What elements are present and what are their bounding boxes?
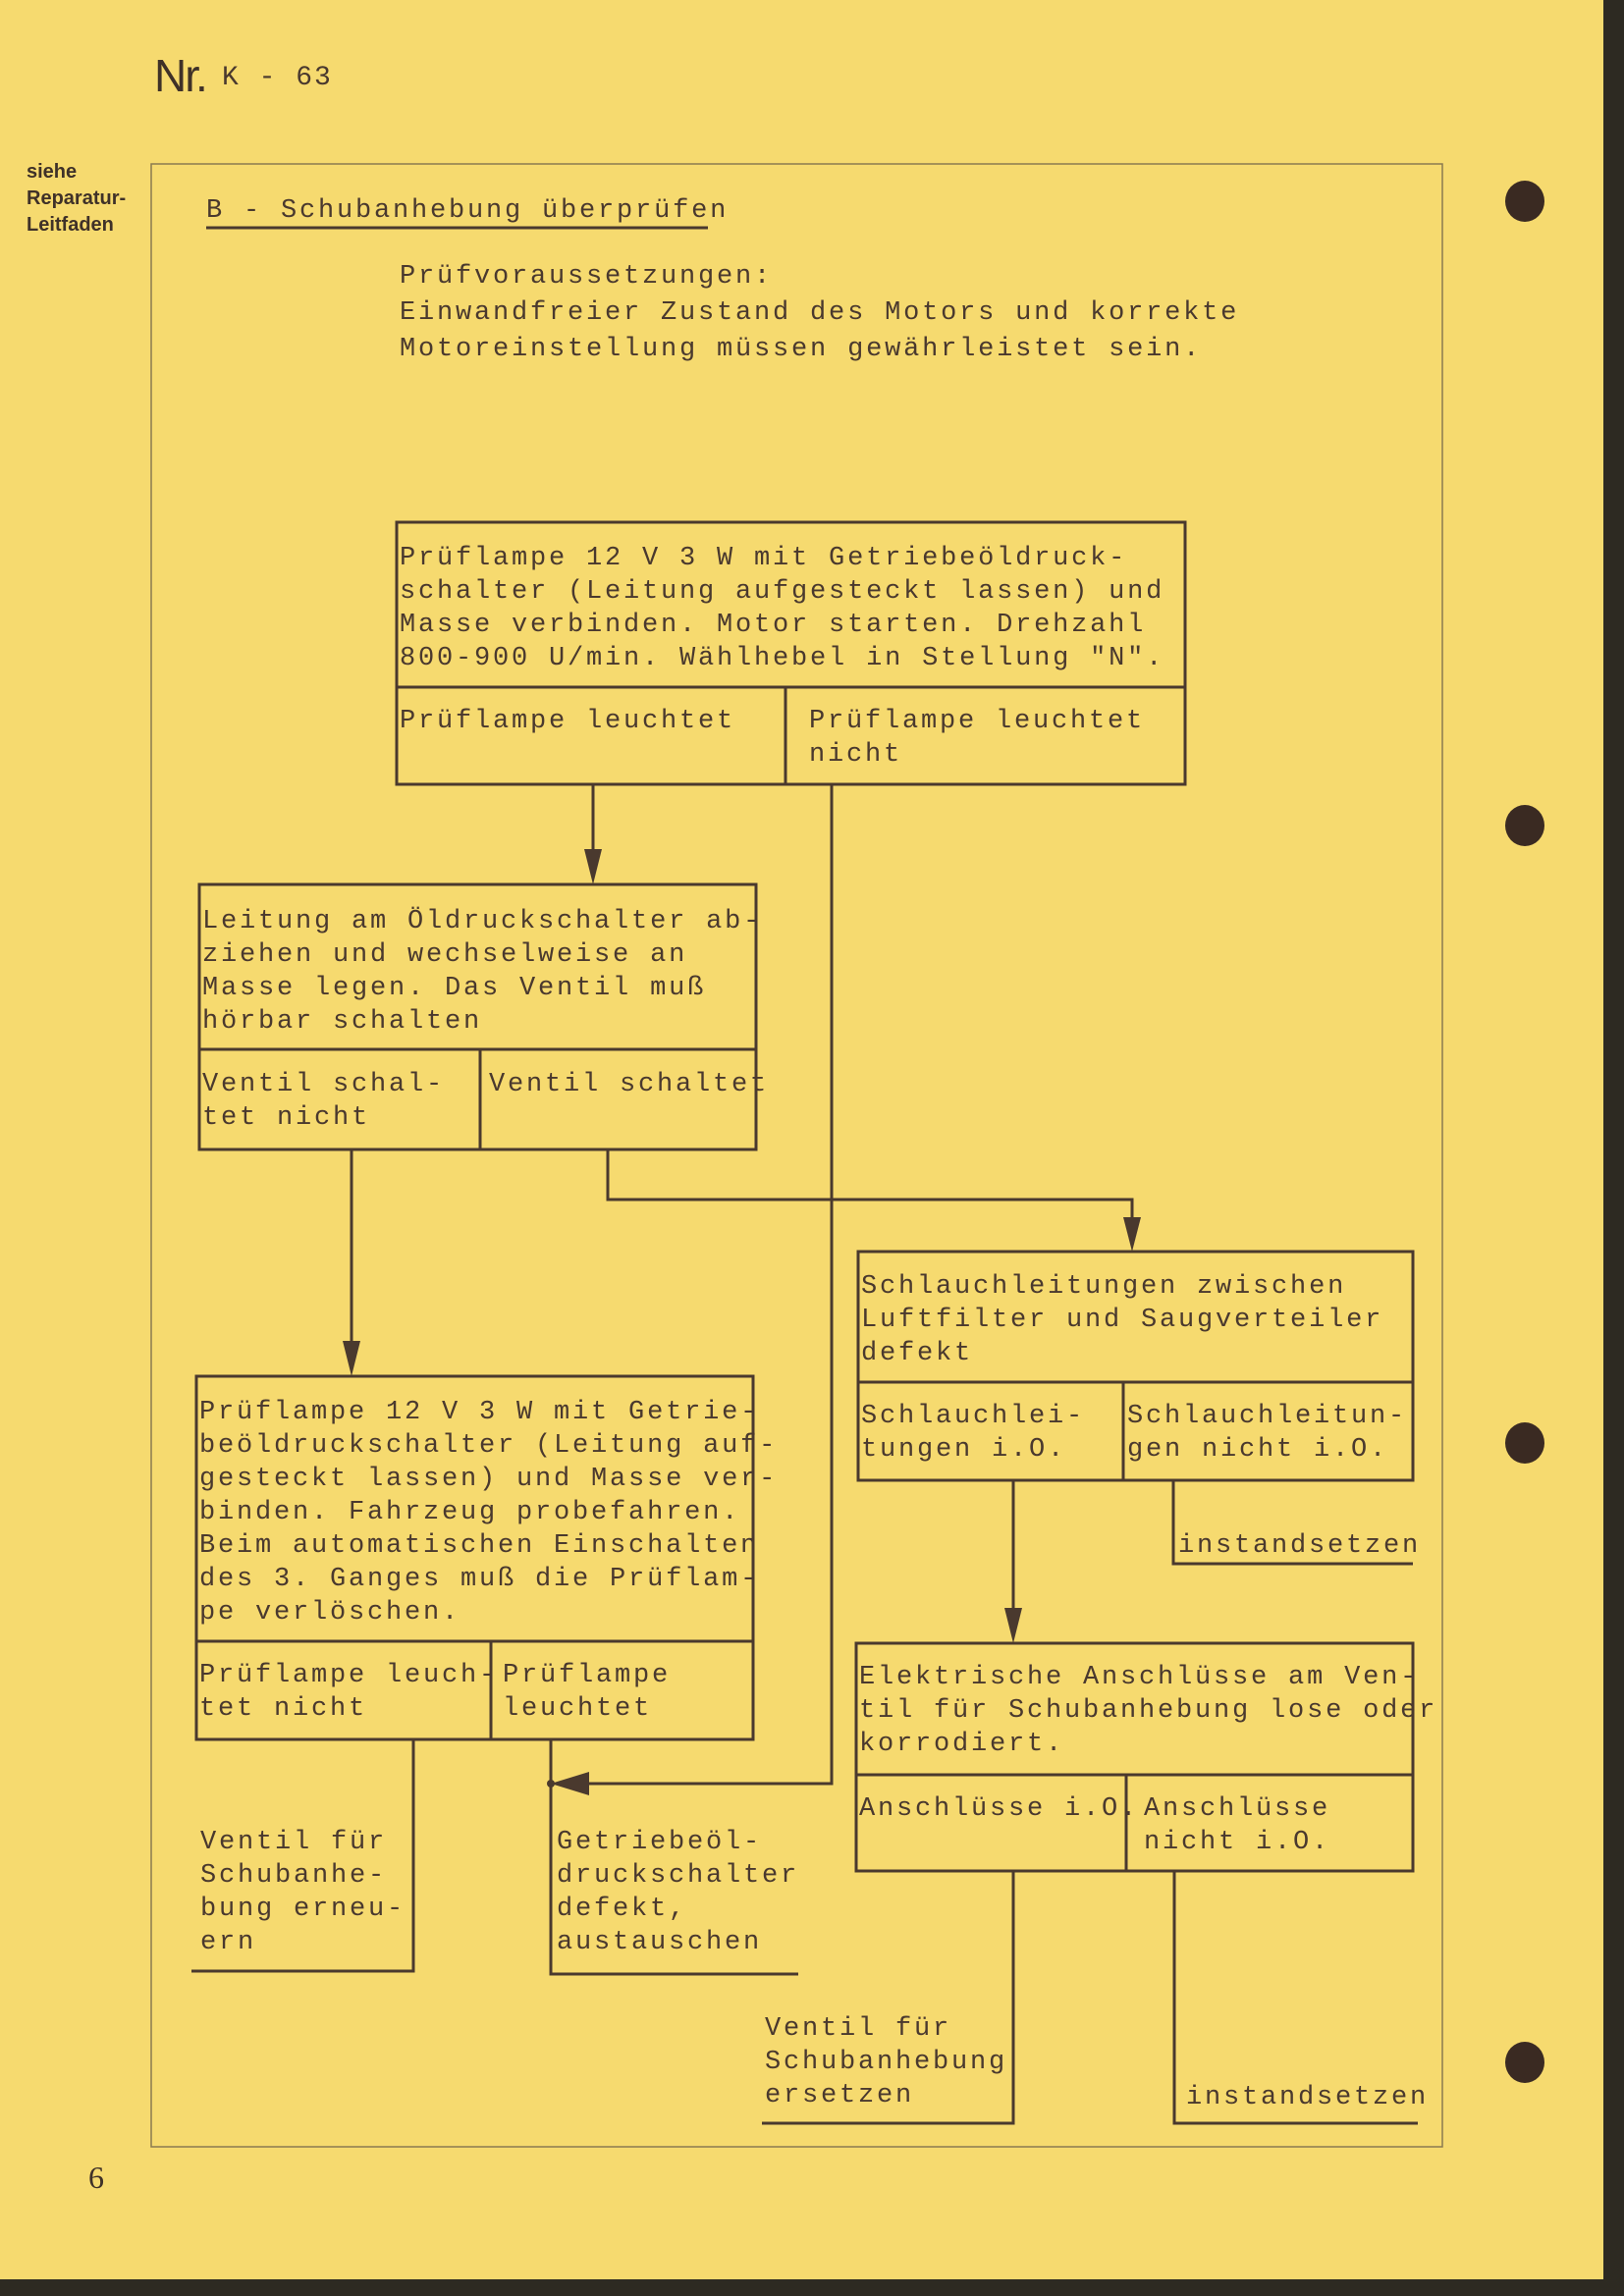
box2-result-left: Ventil schal- tet nicht — [202, 1070, 446, 1133]
document-number: K - 63 — [222, 63, 333, 93]
box1-result-right: Prüflampe leuchtet nicht — [809, 707, 1146, 770]
section-title: B - Schubanhebung überprüfen — [206, 196, 730, 226]
arrow-down-icon — [1123, 1217, 1141, 1252]
arrow-down-icon — [1004, 1608, 1022, 1643]
box3-text: Schlauchleitungen zwischen Luftfilter und Saugverteiler defekt — [861, 1272, 1384, 1368]
box4-text: Prüflampe 12 V 3 W mit Getrie- beöldruckschalter (Leitung auf- gesteckt lassen) und Masse ver- binden. Fahrzeug probefahren. Beim automatischen Einschalten des 3. Ganges muß die Prüflam- pe verlöschen. — [199, 1398, 779, 1628]
preconditions: Prüfvoraussetzungen: Einwandfreier Zustand des Motors und korrekte Motoreinstellung müssen gewährleistet sein. — [400, 262, 1240, 364]
arrow-down-icon — [584, 849, 602, 884]
box1-result-left: Prüflampe leuchtet — [400, 707, 736, 736]
box2-text: Leitung am Öldruckschalter ab- ziehen und wechselweise an Masse legen. Das Ventil muß hörbar schalten — [202, 907, 763, 1037]
arrow-down-icon — [343, 1341, 360, 1376]
side-note: siehe Reparatur- Leitfaden — [27, 161, 127, 236]
box3-result-left: Schlauchlei- tungen i.O. — [861, 1402, 1086, 1465]
box2-result-right: Ventil schaltet — [489, 1070, 770, 1099]
box4-result-left: Prüflampe leuch- tet nicht — [199, 1661, 499, 1724]
box5-result-right: Anschlüsse nicht i.O. — [1144, 1794, 1331, 1857]
box5-text: Elektrische Anschlüsse am Ven- til für Schubanhebung lose oder korrodiert. — [859, 1663, 1438, 1759]
page-number: 6 — [88, 2160, 104, 2195]
result-connector-repair: instandsetzen — [1186, 2083, 1430, 2112]
result-valve-renew: Ventil für Schubanhe- bung erneu- ern — [200, 1828, 406, 1957]
box4-result-right: Prüflampe leuchtet — [503, 1661, 672, 1724]
box5-result-left: Anschlüsse i.O. — [859, 1794, 1140, 1824]
result-valve-replace: Ventil für Schubanhebung ersetzen — [765, 2014, 1008, 2110]
result-hose-repair: instandsetzen — [1178, 1531, 1422, 1561]
result-switch-defect: Getriebeöl- druckschalter defekt, austauschen — [557, 1828, 800, 1957]
arrow-left-icon — [551, 1772, 589, 1795]
box1-text: Prüflampe 12 V 3 W mit Getriebeöldruck- schalter (Leitung aufgesteckt lassen) und Masse verbinden. Motor starten. Drehzahl 800-900 U/min. Wählhebel in Stellung "N". — [400, 544, 1165, 673]
document-number-label: Nr. — [154, 50, 206, 101]
box3-result-right: Schlauchleitun- gen nicht i.O. — [1127, 1402, 1408, 1465]
